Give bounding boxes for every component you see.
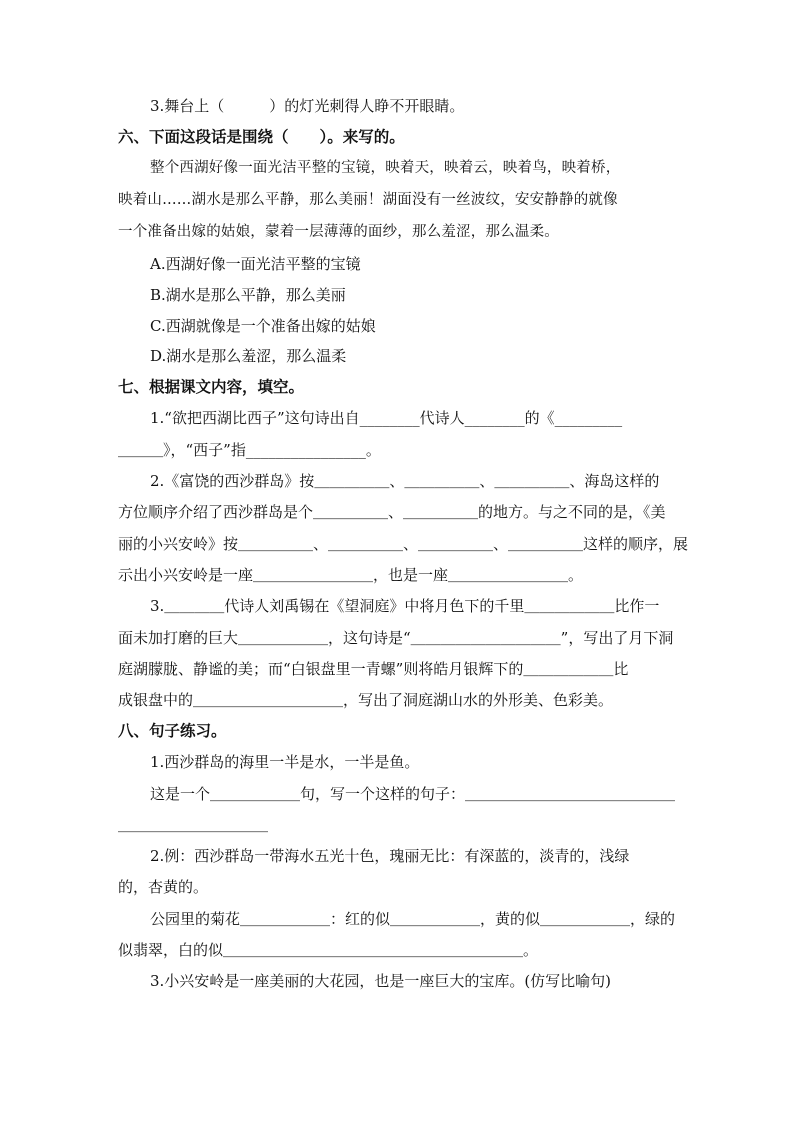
s8-q3-sentence: 3.小兴安岭是一座美丽的大花园，也是一座巨大的宝库。(仿写比喻句): [150, 972, 612, 990]
s8-q1-prompt: 这是一个＿＿＿＿＿＿句，写一个这样的句子：＿＿＿＿＿＿＿＿＿＿＿＿＿＿: [150, 785, 676, 803]
s8-q1-blank: ＿＿＿＿＿＿＿＿＿＿: [118, 816, 269, 834]
q5-item-3: 3.舞台上（ ）的灯光刺得人睁不开眼睛。: [150, 97, 465, 115]
s7-q3-line-2: 面未加打磨的巨大＿＿＿＿＿＿，这句诗是“＿＿＿＿＿＿＿＿＿＿”，写出了月下洞: [118, 629, 674, 647]
s7-q3-line-3: 庭湖朦胧、静谧的美；而“白银盘里一青螺”则将皓月银辉下的＿＿＿＿＿＿比: [118, 660, 629, 678]
s8-q2-example-1: 2.例：西沙群岛一带海水五光十色，瑰丽无比：有深蓝的，淡青的，浅绿: [150, 847, 630, 865]
passage-line-2: 映着山……湖水是那么平静，那么美丽！湖面没有一丝波纹，安安静静的就像: [118, 192, 618, 208]
s8-q2-prompt-1: 公园里的菊花＿＿＿＿＿＿：红的似＿＿＿＿＿＿，黄的似＿＿＿＿＿＿，绿的: [150, 910, 676, 928]
s8-q2-example-2: 的，杏黄的。: [118, 878, 209, 896]
s7-q2-line-4: 示出小兴安岭是一座＿＿＿＿＿＿＿＿，也是一座＿＿＿＿＿＿＿＿。: [118, 566, 584, 584]
option-b: B.湖水是那么平静，那么美丽: [150, 286, 346, 304]
passage-line-1: 整个西湖好像一面光洁平整的宝镜，映着天，映着云，映着鸟，映着桥，: [150, 160, 621, 176]
section-7-heading: 七、根据课文内容，填空。: [118, 377, 305, 396]
s7-q3-line-4: 成银盘中的＿＿＿＿＿＿＿＿＿＿，写出了洞庭湖山水的外形美、色彩美。: [118, 691, 614, 709]
s7-q3-line-1: 3.＿＿＿＿代诗人刘禹锡在《望洞庭》中将月色下的千里＿＿＿＿＿＿比作一: [150, 597, 660, 615]
s8-q2-prompt-2: 似翡翠，白的似＿＿＿＿＿＿＿＿＿＿＿＿＿＿＿＿＿＿＿＿。: [118, 941, 539, 959]
option-a: A.西湖好像一面光洁平整的宝镜: [150, 255, 361, 273]
s7-q1-line-1: 1.“欲把西湖比西子”这句诗出自________代诗人________的《_________: [150, 409, 623, 427]
section-6-heading: 六、下面这段话是围绕（ ）。来写的。: [118, 127, 405, 146]
s8-q1-sentence: 1.西沙群岛的海里一半是水，一半是鱼。: [150, 753, 420, 771]
s7-q2-line-2: 方位顺序介绍了西沙群岛是个＿＿＿＿＿、＿＿＿＿＿的地方。与之不同的是，《美: [118, 503, 666, 521]
passage-line-3: 一个准备出嫁的姑娘，蒙着一层薄薄的面纱，那么羞涩，那么温柔。: [118, 224, 559, 240]
section-8-heading: 八、句子练习。: [118, 721, 227, 740]
option-d: D.湖水是那么羞涩，那么温柔: [150, 347, 347, 365]
s7-q2-line-3: 丽的小兴安岭》按＿＿＿＿＿、＿＿＿＿＿、＿＿＿＿＿、＿＿＿＿＿这样的顺序，展: [118, 535, 689, 553]
s7-q2-line-1: 2.《富饶的西沙群岛》按＿＿＿＿＿、＿＿＿＿＿、＿＿＿＿＿、海岛这样的: [150, 472, 660, 490]
s7-q1-line-2: ＿＿＿》，“西子”指________________。: [118, 441, 381, 459]
option-c: C.西湖就像是一个准备出嫁的姑娘: [150, 317, 376, 335]
